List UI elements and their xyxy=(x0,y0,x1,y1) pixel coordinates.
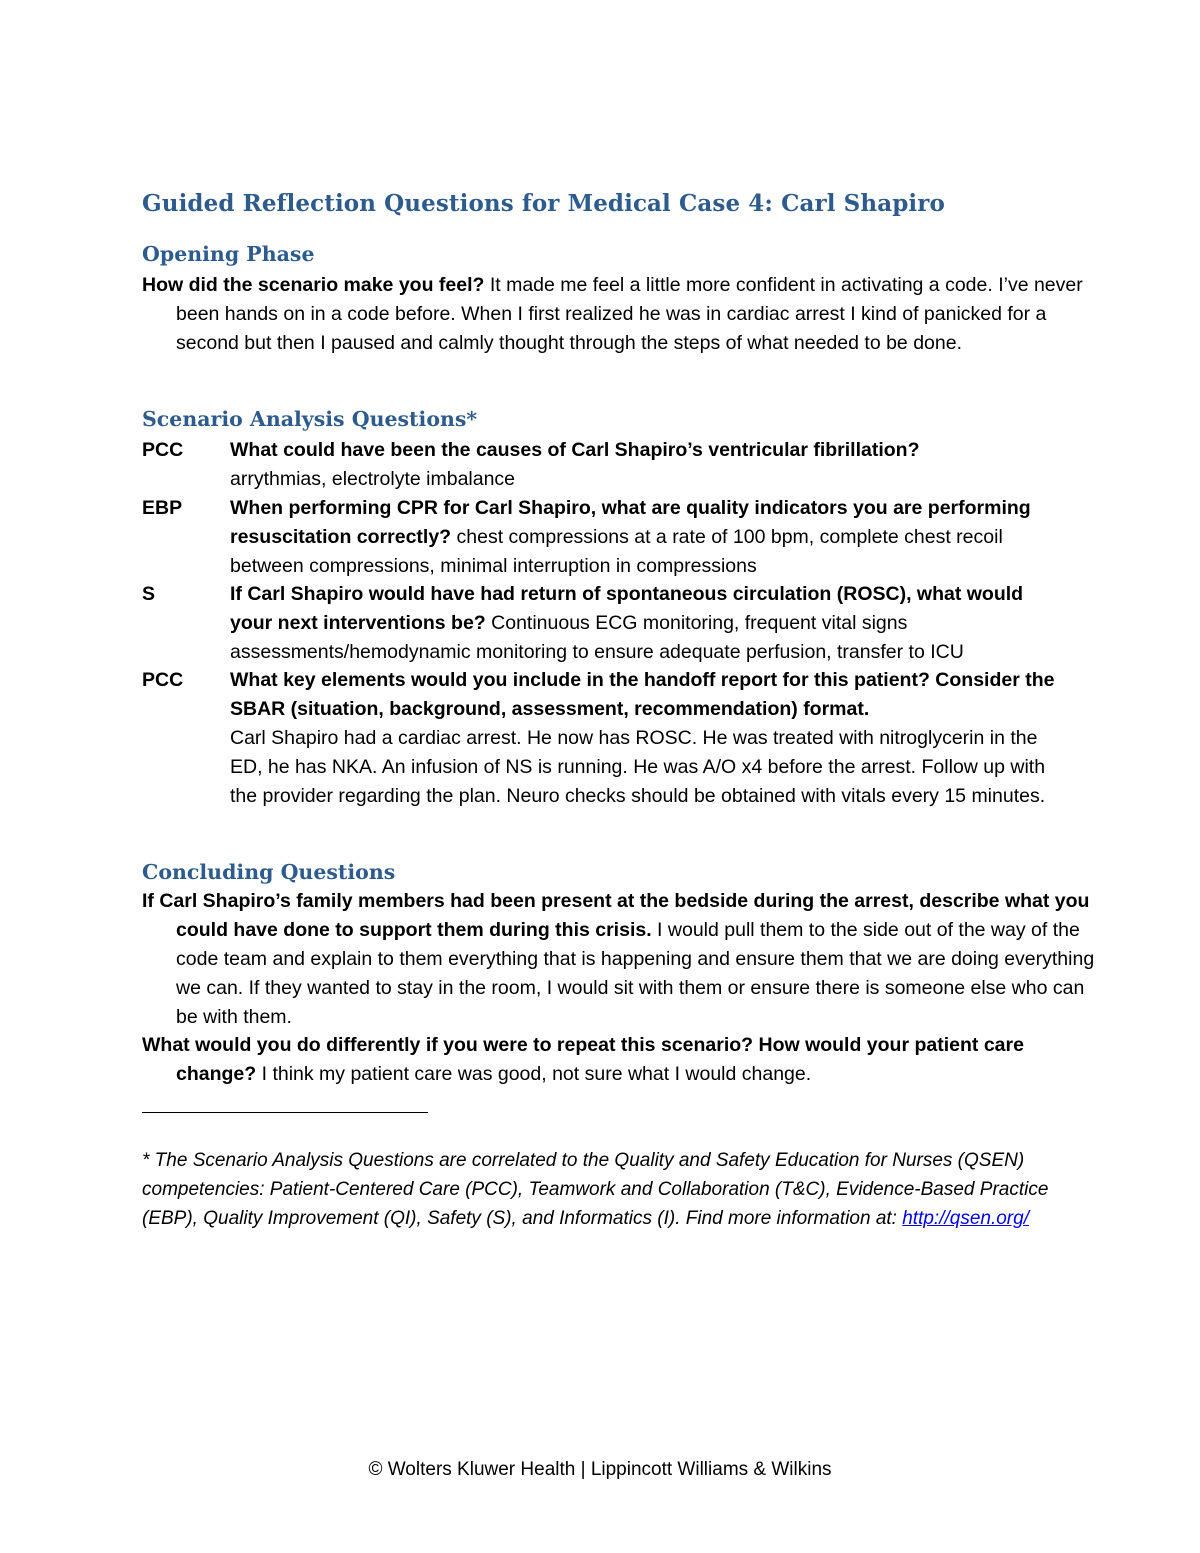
analysis-answer: Continuous ECG monitoring, frequent vital signs assessments/hemodynamic monitoring to ensure adequate perfusion, transfer to ICU xyxy=(230,612,964,663)
concluding-question-block xyxy=(142,887,1106,1032)
analysis-question: When performing CPR for Carl Shapiro, what are quality indicators you are performing resuscitation correctly? xyxy=(230,497,1031,548)
analysis-question-block xyxy=(230,494,1070,581)
concluding-answer: I would pull them to the side out of the way of the code team and explain to them everything that is happening and ensure them that we are doing everything we can. If they wanted to stay in the room, I would sit with them or ensure there is someone else who can be with them. xyxy=(176,919,1095,1028)
qsen-code: S xyxy=(142,583,156,605)
concluding-questions-heading: Concluding Questions xyxy=(142,860,396,884)
footnote-text: * The Scenario Analysis Questions are correlated to the Quality and Safety Education for Nurses (QSEN) competencies: Patient-Centered Care (PCC), Teamwork and Collaboration (T&C), Evidence-Based Practice (EBP), Quality Improvement (QI), Safety (S), and Informatics (I). Find more information at: xyxy=(142,1150,1049,1229)
concluding-answer: I think my patient care was good, not sure what I would change. xyxy=(256,1063,812,1085)
opening-phase-heading: Opening Phase xyxy=(142,242,315,266)
document-title: Guided Reflection Questions for Medical Case 4: Carl Shapiro xyxy=(142,190,945,217)
concluding-question: What would you do differently if you were to repeat this scenario? How would your patient care change? xyxy=(142,1034,1024,1085)
analysis-answer: chest compressions at a rate of 100 bpm, complete chest recoil between compressions, minimal interruption in compressions xyxy=(230,526,1003,577)
concluding-question-block xyxy=(142,1031,1106,1089)
analysis-answer: arrythmias, electrolyte imbalance xyxy=(230,468,516,490)
scenario-analysis-heading: Scenario Analysis Questions* xyxy=(142,407,478,431)
analysis-question: What key elements would you include in the handoff report for this patient? Consider the SBAR (situation, background, assessment, recommendation) format. xyxy=(230,669,1055,720)
qsen-code: PCC xyxy=(142,669,184,691)
opening-answer: It made me feel a little more confident in activating a code. I’ve never been hands on in a code before. When I first realized he was in cardiac arrest I kind of panicked for a second but then I paused and calmly thought through the steps of what needed to be done. xyxy=(176,274,1083,354)
concluding-question: If Carl Shapiro’s family members had been present at the bedside during the arrest, describe what you could have done to support them during this crisis. xyxy=(142,890,1090,941)
analysis-question-block xyxy=(230,666,1070,811)
footnote-separator xyxy=(142,1112,428,1113)
page-footer: © Wolters Kluwer Health | Lippincott Williams & Wilkins xyxy=(368,1459,832,1480)
analysis-answer: Carl Shapiro had a cardiac arrest. He now has ROSC. He was treated with nitroglycerin in the ED, he has NKA. An infusion of NS is running. He was A/O x4 before the arrest. Follow up with the provider regarding the plan. Neuro checks should be obtained with vitals every 15 minutes. xyxy=(230,727,1046,807)
qsen-code: PCC xyxy=(142,439,184,461)
analysis-question: If Carl Shapiro would have had return of spontaneous circulation (ROSC), what would your next interventions be? xyxy=(230,583,1024,634)
qsen-code: EBP xyxy=(142,497,183,519)
footnote xyxy=(142,1146,1062,1233)
opening-question-block xyxy=(142,271,1106,358)
analysis-question-block xyxy=(230,580,1070,667)
analysis-question-block xyxy=(230,436,1070,494)
opening-question: How did the scenario make you feel? xyxy=(142,274,485,296)
analysis-question: What could have been the causes of Carl Shapiro’s ventricular fibrillation? xyxy=(230,439,920,461)
qsen-link[interactable]: http://qsen.org/ xyxy=(902,1208,1029,1229)
